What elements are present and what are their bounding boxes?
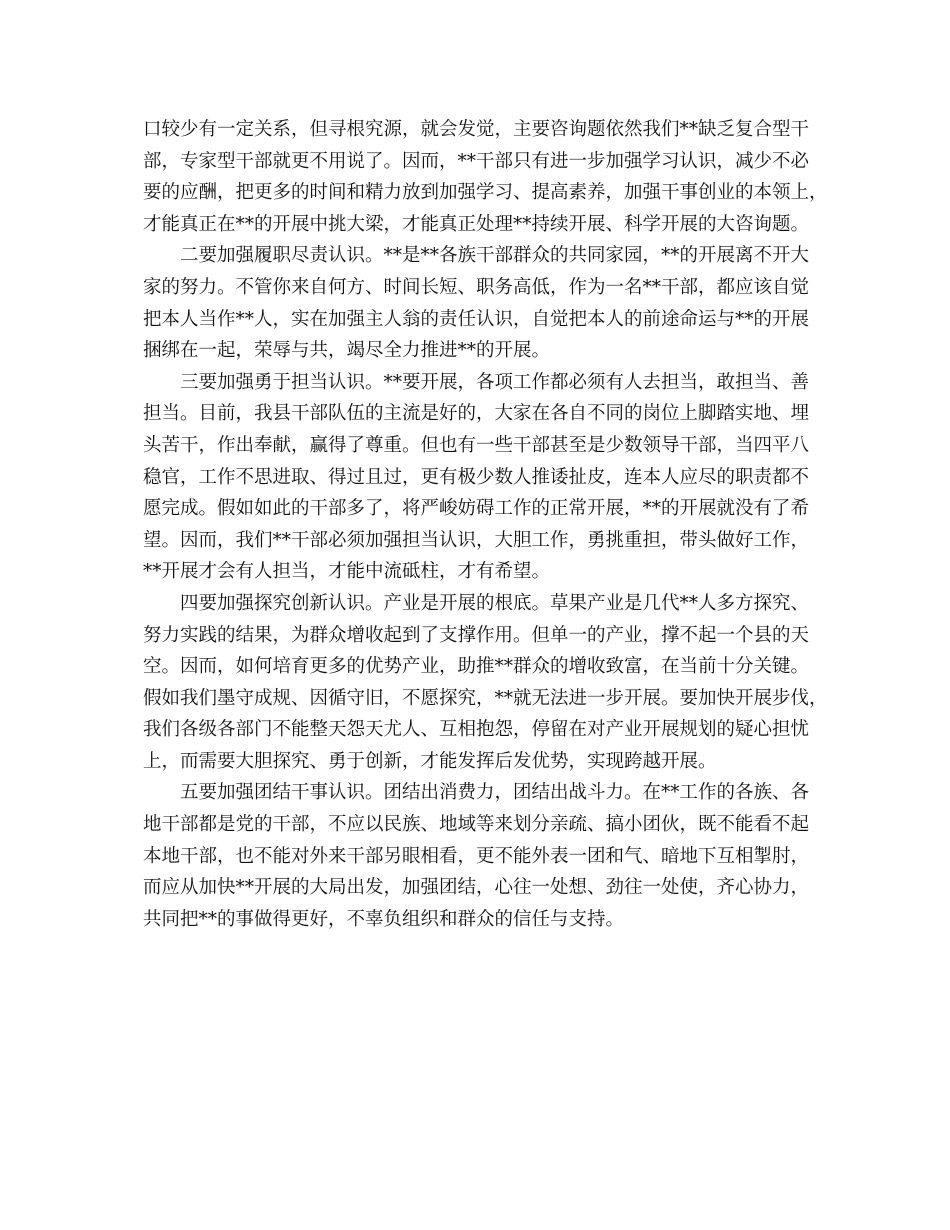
text-line: 愿完成。假如如此的干部多了，将严峻妨碍工作的正常开展，**的开展就没有了希 [143, 498, 810, 520]
paragraph-start-line: 三要加强勇于担当认识。**要开展，各项工作都必须有人去担当，敢担当、善 [180, 371, 810, 393]
text-line: 上，而需要大胆探究、勇于创新，才能发挥后发优势，实现跨越开展。 [143, 750, 717, 772]
text-line: 本地干部，也不能对外来干部另眼相看，更不能外表一团和气、暗地下互相掣肘， [143, 845, 810, 867]
text-line: 捆绑在一起，荣辱与共，竭尽全力推进**的开展。 [143, 340, 551, 362]
text-line: 家的努力。不管你来自何方、时间长短、职务高低，作为一名**干部，都应该自觉 [143, 276, 810, 298]
paragraph-start-line: 五要加强团结干事认识。团结出消费力，团结出战斗力。在**工作的各族、各 [180, 782, 810, 804]
text-line: 而应从加快**开展的大局出发，加强团结，心往一处想、劲往一处使，齐心协力， [143, 877, 810, 899]
text-line: 才能真正在**的开展中挑大梁，才能真正处理**持续开展、科学开展的大咨询题。 [143, 213, 810, 235]
text-line: 把本人当作**人，实在加强主人翁的责任认识，自觉把本人的前途命运与**的开展 [143, 308, 810, 330]
text-line: 要的应酬，把更多的时间和精力放到加强学习、提高素养，加强干事创业的本领上， [143, 182, 828, 204]
paragraph-start-line: 二要加强履职尽责认识。**是**各族干部群众的共同家园，**的开展离不开大 [180, 245, 810, 267]
text-line: 努力实践的结果，为群众增收起到了支撑作用。但单一的产业，撑不起一个县的天 [143, 624, 810, 646]
text-line: 口较少有一定关系，但寻根究源，就会发觉，主要咨询题依然我们**缺乏复合型干 [143, 119, 810, 140]
text-line: 我们各级各部门不能整天怨天尤人、互相抱怨，停留在对产业开展规划的疑心担忧 [143, 719, 810, 741]
paragraph-start-line: 四要加强探究创新认识。产业是开展的根底。草果产业是几代**人多方探究、 [180, 592, 810, 614]
text-line: 稳官，工作不思进取、得过且过，更有极少数人推诿扯皮，连本人应尽的职责都不 [143, 466, 810, 488]
text-line: 空。因而，如何培育更多的优势产业，助推**群众的增收致富，在当前十分关键。 [143, 656, 810, 678]
text-line: 部，专家型干部就更不用说了。因而，**干部只有进一步加强学习认识，减少不必 [143, 150, 810, 172]
text-line: 担当。目前，我县干部队伍的主流是好的，大家在各自不同的岗位上脚踏实地、埋 [143, 403, 810, 425]
document-body [143, 114, 828, 935]
text-line: 望。因而，我们**干部必须加强担当认识，大胆工作，勇挑重担，带头做好工作， [143, 529, 810, 551]
text-line: 头苦干，作出奉献，赢得了尊重。但也有一些干部甚至是少数领导干部，当四平八 [143, 434, 810, 456]
text-line: 地干部都是党的干部，不应以民族、地域等来划分亲疏、搞小团伙，既不能看不起 [143, 814, 810, 836]
text-line: 假如我们墨守成规、因循守旧，不愿探究，**就无法进一步开展。要加快开展步伐， [143, 687, 828, 709]
text-line: 共同把**的事做得更好，不辜负组织和群众的信任与支持。 [143, 908, 625, 930]
text-line: **开展才会有人担当，才能中流砥柱，才有希望。 [143, 561, 551, 583]
